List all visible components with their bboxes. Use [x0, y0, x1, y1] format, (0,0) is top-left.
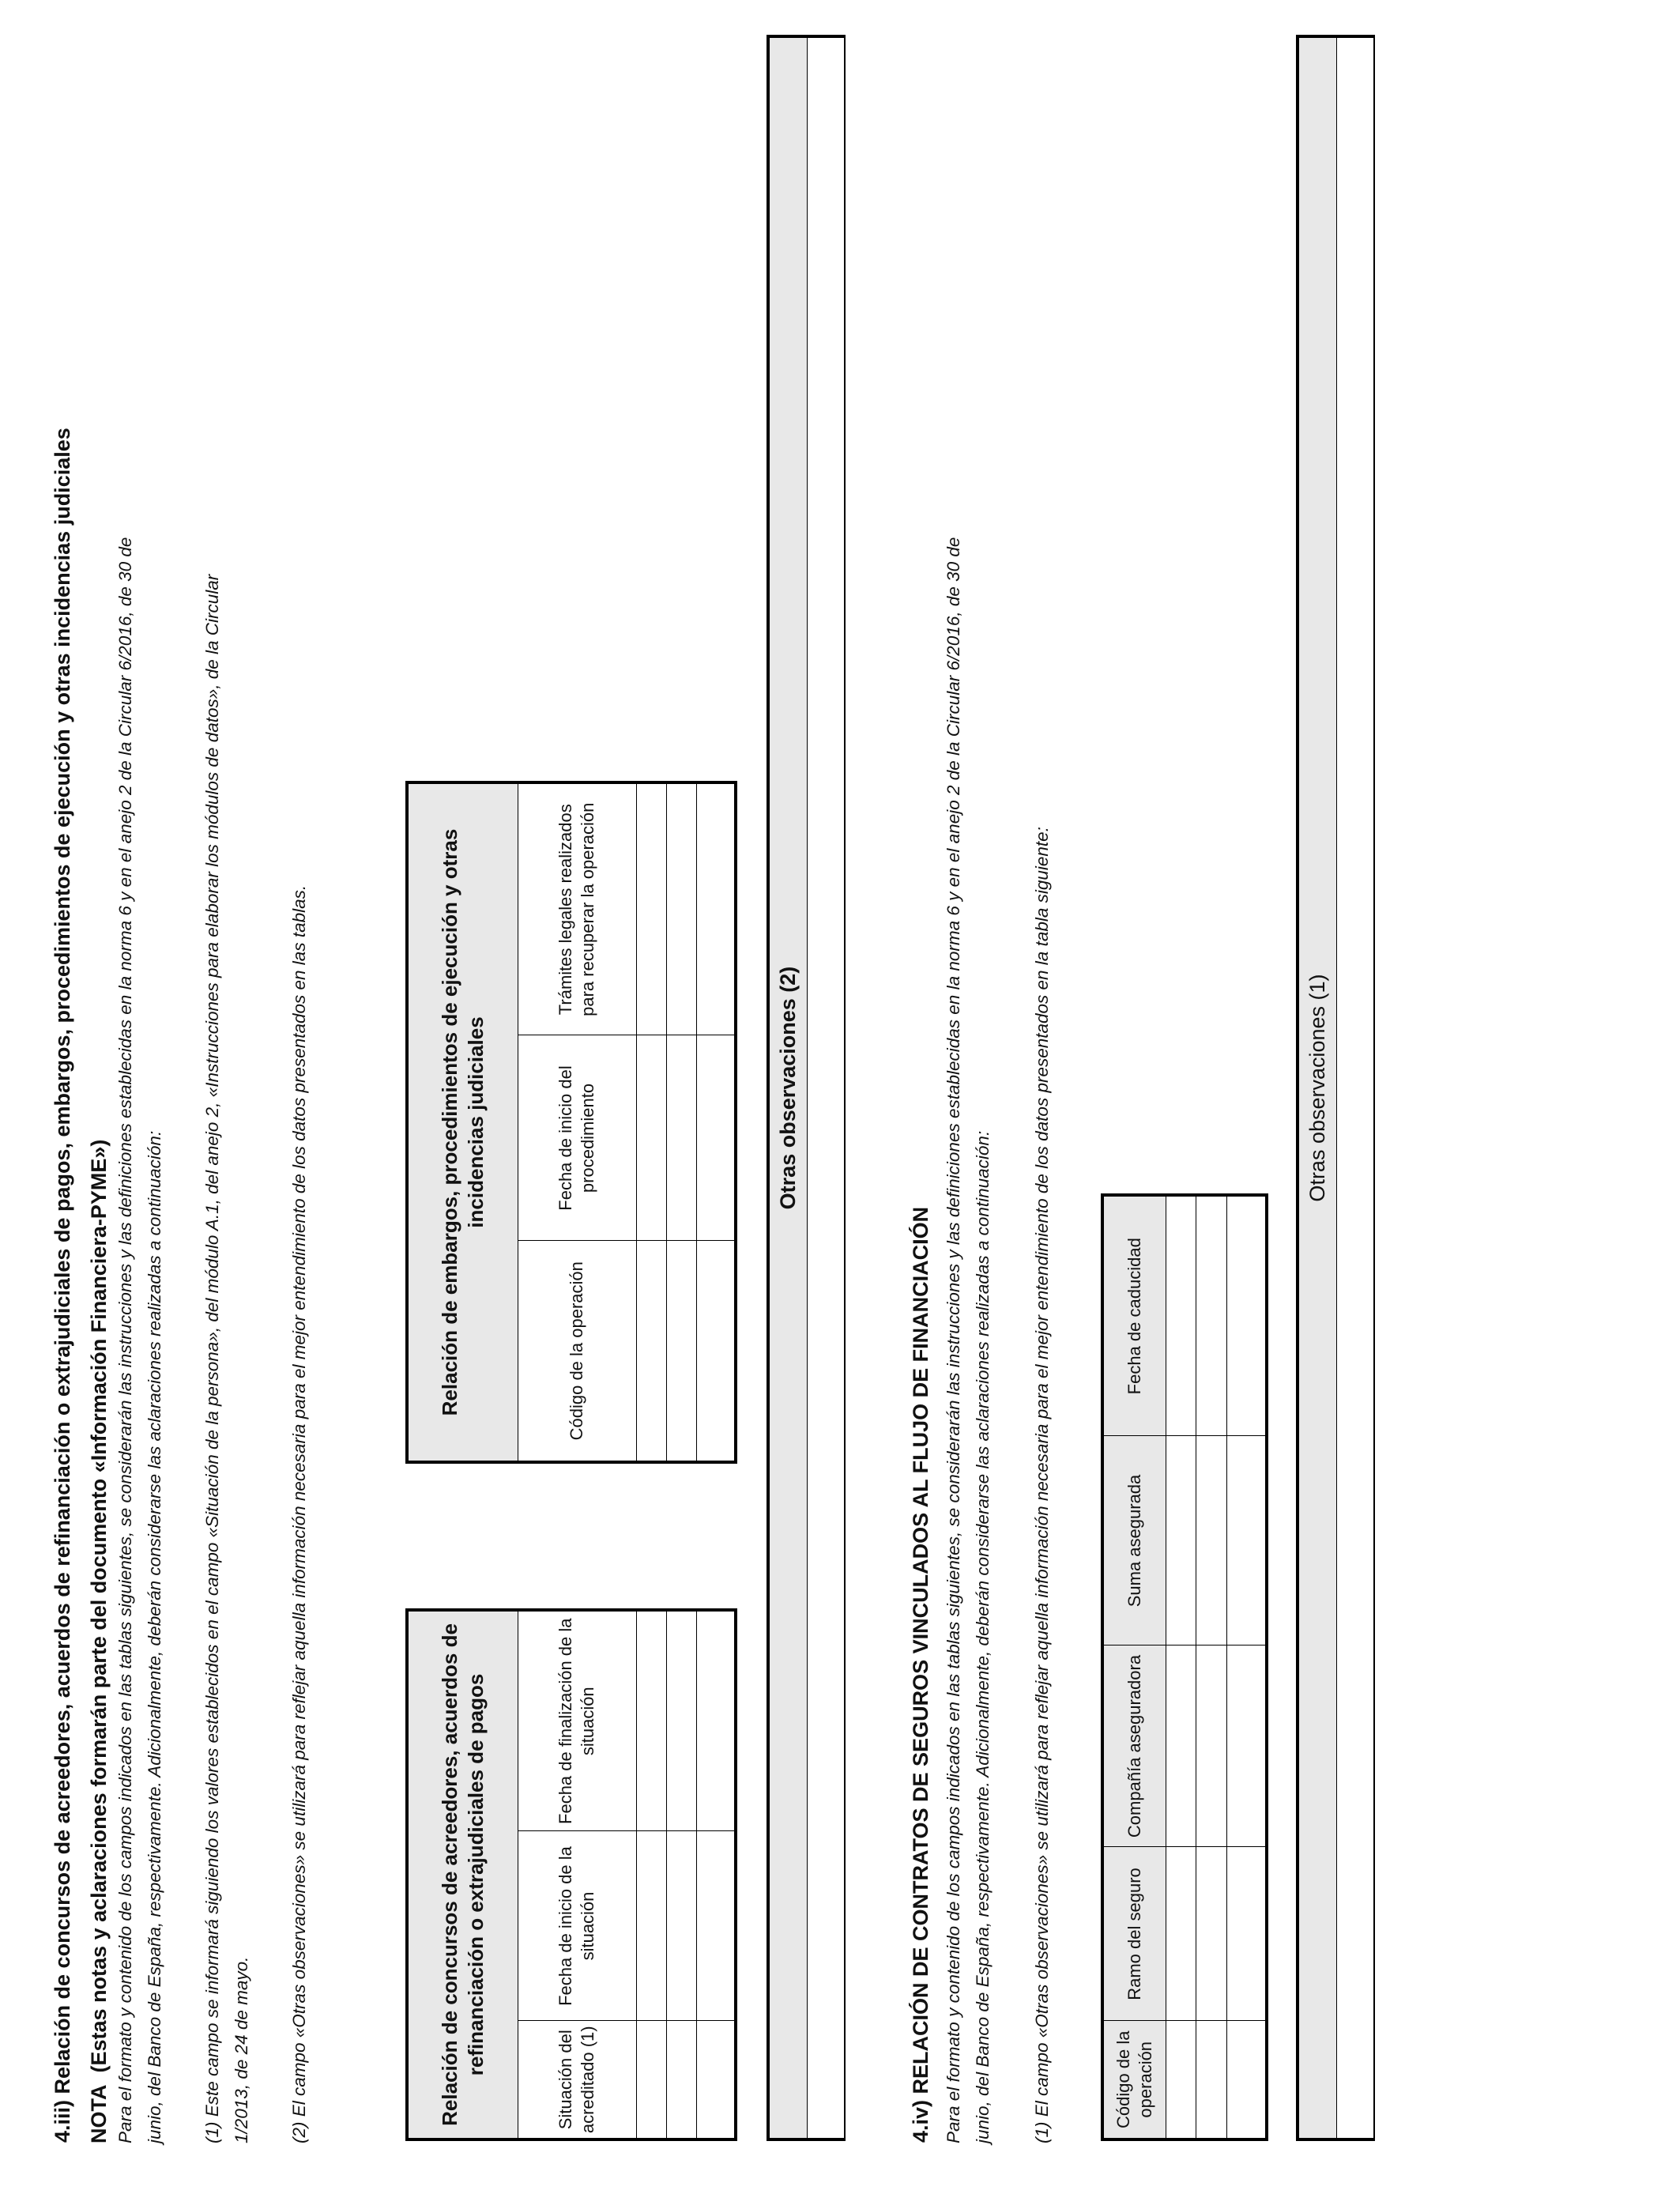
section-title-4iii: 4.iii) Relación de concursos de acreedores, acuerdos de refinanciación o extrajudiciales de pagos, embargos, procedimientos de ejecución y otras incidencias judiciales — [51, 428, 74, 2143]
table-seguros — [1101, 1193, 1268, 2141]
table-cell[interactable] — [1196, 1195, 1227, 1436]
col-codigo-operacion: Código de la operación — [1102, 2021, 1166, 2139]
table-cell[interactable] — [666, 1831, 696, 2021]
table-cell[interactable] — [636, 2021, 666, 2139]
table-cell[interactable] — [1166, 1847, 1196, 2021]
table-cell[interactable] — [1196, 1646, 1227, 1847]
col-fecha-caducidad: Fecha de caducidad — [1102, 1195, 1166, 1436]
intro-line: junio, del Banco de España, respectivamente. Adicionalmente, deberán considerarse las aclaraciones realizadas a continuación: — [973, 1130, 993, 2143]
otras-observaciones-box-a — [767, 35, 846, 2141]
col-compania-aseguradora: Compañía aseguradora — [1102, 1646, 1166, 1847]
table-row — [666, 782, 696, 1462]
table-cell[interactable] — [1227, 1646, 1267, 1847]
section-a-note-1 — [198, 41, 256, 2143]
col-ramo-seguro: Ramo del seguro — [1102, 1847, 1166, 2021]
table-cell[interactable] — [666, 782, 696, 1035]
section-a-note-2 — [284, 41, 314, 2143]
table-cell[interactable] — [636, 1610, 666, 1831]
table-cell[interactable] — [666, 1035, 696, 1241]
table-cell[interactable] — [1227, 1436, 1267, 1646]
table-cell[interactable] — [636, 1831, 666, 2021]
table-cell[interactable] — [636, 1241, 666, 1462]
table-row — [1227, 1195, 1267, 2139]
table-concursos — [405, 1608, 737, 2141]
nota-heading — [87, 1140, 111, 2143]
otras-observaciones-field[interactable] — [1337, 38, 1373, 2138]
table-cell[interactable] — [696, 1241, 736, 1462]
table-row — [696, 1610, 736, 2139]
table-cell[interactable] — [1166, 1646, 1196, 1847]
otras-observaciones-label: Otras observaciones (1) — [1299, 38, 1337, 2138]
col-fecha-inicio-procedimiento: Fecha de inicio del procedimiento — [518, 1035, 636, 1241]
table-cell[interactable] — [1196, 1436, 1227, 1646]
col-fecha-inicio-situacion: Fecha de inicio de la situación — [518, 1831, 636, 2021]
col-fecha-finalizacion-situacion: Fecha de finalización de la situación — [518, 1610, 636, 1831]
table-row — [1166, 1195, 1196, 2139]
table-cell[interactable] — [696, 1831, 736, 2021]
table-cell[interactable] — [666, 1241, 696, 1462]
table-concursos-title: Relación de concursos de acreedores, acuerdos de refinanciación o extrajudiciales de pagos — [407, 1610, 518, 2139]
intro-line: Para el formato y contenido de los campos indicados en las tablas siguientes, se considerarán las instrucciones y las definiciones establecidas en la norma 6 y en el anejo 2 de la Circular 6/2016, de 30 de — [944, 537, 963, 2143]
col-tramites-legales: Trámites legales realizados para recuperar la operación — [518, 782, 636, 1035]
section-b-note-1 — [1027, 41, 1057, 2143]
nota-label: NOTA — [87, 2084, 111, 2143]
nota-text: (Estas notas y aclaraciones formarán parte del documento «Información Financiera-PYME») — [87, 1139, 111, 2073]
intro-line: junio, del Banco de España, respectivamente. Adicionalmente, deberán considerarse las aclaraciones realizadas a continuación: — [145, 1130, 164, 2143]
table-embargos-title: Relación de embargos, procedimientos de ejecución y otras incidencias judiciales — [407, 782, 518, 1462]
otras-observaciones-label: Otras observaciones (2) — [770, 38, 808, 2138]
table-cell[interactable] — [1227, 2021, 1267, 2139]
intro-line: Para el formato y contenido de los campos indicados en las tablas siguientes, se considerarán las instrucciones y las definiciones establecidas en la norma 6 y en el anejo 2 de la Circular 6/2016, de 30 de — [115, 537, 135, 2143]
otras-observaciones-field[interactable] — [808, 38, 844, 2138]
note-line: (1) El campo «Otras observaciones» se utilizará para reflejar aquella información necesaria para el mejor entendimiento de los datos presentados en la tabla siguiente: — [1032, 827, 1052, 2143]
note-line: (2) El campo «Otras observaciones» se utilizará para reflejar aquella información necesaria para el mejor entendimiento de los datos presentados en las tablas. — [289, 884, 309, 2143]
table-row — [666, 1610, 696, 2139]
table-cell[interactable] — [636, 1035, 666, 1241]
table-cell[interactable] — [696, 2021, 736, 2139]
table-cell[interactable] — [636, 782, 666, 1035]
col-situacion-acreditado: Situación del acreditado (1) — [518, 2021, 636, 2139]
table-cell[interactable] — [666, 1610, 696, 1831]
col-codigo-operacion: Código de la operación — [518, 1241, 636, 1462]
table-cell[interactable] — [696, 782, 736, 1035]
note-line: 1/2013, de 24 de mayo. — [232, 1956, 251, 2143]
table-cell[interactable] — [1166, 2021, 1196, 2139]
table-row — [696, 782, 736, 1462]
table-cell[interactable] — [696, 1610, 736, 1831]
table-cell[interactable] — [696, 1035, 736, 1241]
col-suma-asegurada: Suma asegurada — [1102, 1436, 1166, 1646]
section-a-intro — [111, 41, 169, 2143]
section-title-4iv: 4.iv) RELACIÓN DE CONTRATOS DE SEGUROS VINCULADOS AL FLUJO DE FINANCIACIÓN — [909, 1206, 932, 2143]
table-cell[interactable] — [1196, 1847, 1227, 2021]
table-row — [636, 782, 666, 1462]
table-cell[interactable] — [1166, 1436, 1196, 1646]
table-row — [1196, 1195, 1227, 2139]
section-b-intro — [939, 41, 997, 2143]
table-embargos — [405, 781, 737, 1464]
table-row — [636, 1610, 666, 2139]
table-cell[interactable] — [1166, 1195, 1196, 1436]
otras-observaciones-box-b — [1296, 35, 1375, 2141]
table-cell[interactable] — [1227, 1195, 1267, 1436]
table-cell[interactable] — [1227, 1847, 1267, 2021]
table-cell[interactable] — [1196, 2021, 1227, 2139]
table-cell[interactable] — [666, 2021, 696, 2139]
note-line: (1) Este campo se informará siguiendo los valores establecidos en el campo «Situación de la persona», del módulo A.1, del anejo 2, «Instrucciones para elaborar los módulos de datos», de la Circular — [202, 574, 222, 2143]
